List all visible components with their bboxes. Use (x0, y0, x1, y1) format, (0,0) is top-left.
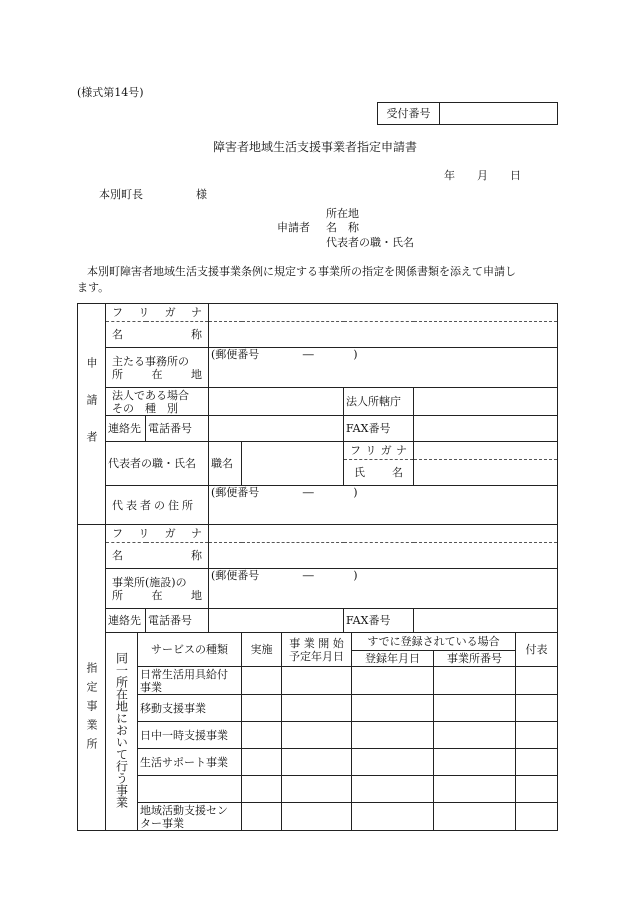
name-field[interactable] (209, 322, 558, 348)
rep-postal-label: (郵便番号 (211, 486, 260, 499)
office-number-cell[interactable] (434, 803, 516, 831)
registration-date-cell[interactable] (352, 667, 434, 695)
rep-label: 代表者の職・氏名 (106, 442, 209, 486)
furigana-label: フ リ ガ ナ (106, 304, 209, 322)
service-name: 日中一時支援事業 (138, 722, 242, 749)
applicant-rep-label: 代表者の職・氏名 (326, 236, 414, 249)
name-label: 名 称 (106, 322, 209, 348)
attachment-header: 付表 (516, 633, 558, 667)
designated-office-table (77, 524, 558, 633)
registration-date-cell[interactable] (352, 803, 434, 831)
intro-line-1: 本別町障害者地域生活支援事業条例に規定する事業所の指定を関係書類を添えて申請し (87, 265, 516, 278)
implementation-cell[interactable] (242, 803, 282, 831)
start-date-cell[interactable] (282, 803, 352, 831)
office-address-label: 主たる事務所の 所 在 地 (106, 348, 209, 388)
fax-label: FAX番号 (344, 416, 414, 442)
service-type-header: サービスの種類 (138, 633, 242, 667)
corp-authority-label: 法人所轄庁 (344, 388, 414, 416)
office-number-cell[interactable] (434, 749, 516, 776)
attachment-cell[interactable] (516, 749, 558, 776)
furigana-field[interactable] (209, 304, 558, 322)
form-number: (様式第14号) (77, 86, 144, 99)
office-fax-label: FAX番号 (344, 609, 414, 633)
service-row (78, 803, 558, 831)
implementation-cell[interactable] (242, 776, 282, 803)
service-name: 地域活動支援セン ター事業 (138, 803, 242, 831)
fax-field[interactable] (414, 416, 558, 442)
service-name: 移動支援事業 (138, 695, 242, 722)
receipt-number-field[interactable] (440, 103, 558, 125)
implementation-cell[interactable] (242, 667, 282, 695)
office-name-field[interactable] (209, 543, 558, 569)
rep-title-field[interactable] (242, 442, 344, 486)
service-name: 日常生活用具給付 事業 (138, 667, 242, 695)
rep-furigana-field[interactable] (414, 442, 558, 460)
registered-header: すでに登録されている場合 (352, 633, 516, 651)
phone-label: 電話番号 (146, 416, 209, 442)
office-number-cell[interactable] (434, 695, 516, 722)
corp-type-field[interactable] (209, 388, 344, 416)
implementation-header: 実施 (242, 633, 282, 667)
addressee: 本別町長 (99, 188, 143, 201)
addressee-suffix: 様 (196, 188, 207, 201)
section-office-vertical-label: 指定事業所 (78, 633, 106, 831)
receipt-label: 受付番号 (378, 103, 440, 125)
service-row (78, 776, 558, 803)
office-postal-label: (郵便番号 (211, 569, 260, 582)
receipt-box (377, 102, 558, 125)
section-applicant-label: 申請者 (78, 304, 106, 525)
start-date-cell[interactable] (282, 722, 352, 749)
office-location-label: 事業所(施設)の 所 在 地 (106, 569, 209, 609)
office-address-field[interactable]: (郵便番号 ― ) (209, 348, 558, 388)
rep-furigana-label: フ リ ガ ナ (344, 442, 414, 460)
start-date-cell[interactable] (282, 695, 352, 722)
attachment-cell[interactable] (516, 776, 558, 803)
office-furigana-field[interactable] (209, 525, 558, 543)
office-location-field[interactable]: (郵便番号 ― ) (209, 569, 558, 609)
implementation-cell[interactable] (242, 749, 282, 776)
office-phone-field[interactable] (209, 609, 344, 633)
date-line: 年 月 日 (444, 169, 521, 182)
service-row (78, 667, 558, 695)
office-number-cell[interactable] (434, 776, 516, 803)
registration-date-cell[interactable] (352, 722, 434, 749)
services-table (77, 632, 558, 831)
same-location-label: 同一所在地において行う事業 (106, 633, 138, 831)
office-number-cell[interactable] (434, 667, 516, 695)
start-date-cell[interactable] (282, 749, 352, 776)
service-row (78, 695, 558, 722)
rep-address-field[interactable]: (郵便番号 ― ) (209, 486, 558, 525)
office-number-header: 事業所番号 (434, 651, 516, 667)
attachment-cell[interactable] (516, 667, 558, 695)
registration-date-cell[interactable] (352, 776, 434, 803)
start-date-cell[interactable] (282, 776, 352, 803)
office-phone-label: 電話番号 (146, 609, 209, 633)
rep-address-label: 代表者の住所 (106, 486, 209, 525)
document-title: 障害者地域生活支援事業者指定申請書 (213, 140, 418, 154)
corp-authority-field[interactable] (414, 388, 558, 416)
applicant-label: 申請者 (277, 221, 310, 234)
registration-date-cell[interactable] (352, 749, 434, 776)
service-row (78, 722, 558, 749)
office-name-label: 名 称 (106, 543, 209, 569)
rep-title-label: 職名 (209, 442, 242, 486)
rep-name-label: 氏 名 (344, 460, 414, 486)
applicant-name-label: 名 称 (326, 221, 359, 234)
section-office-label (78, 525, 106, 633)
attachment-cell[interactable] (516, 803, 558, 831)
service-row (78, 749, 558, 776)
start-date-cell[interactable] (282, 667, 352, 695)
contact-label: 連絡先 (106, 416, 146, 442)
service-name[interactable] (138, 776, 242, 803)
office-number-cell[interactable] (434, 722, 516, 749)
office-fax-field[interactable] (414, 609, 558, 633)
applicant-address-label: 所在地 (326, 207, 359, 220)
office-contact-label: 連絡先 (106, 609, 146, 633)
attachment-cell[interactable] (516, 722, 558, 749)
service-name: 生活サポート事業 (138, 749, 242, 776)
intro-line-2: ます。 (77, 281, 110, 294)
registration-date-cell[interactable] (352, 695, 434, 722)
attachment-cell[interactable] (516, 695, 558, 722)
start-date-header: 事 業 開 始 予定年月日 (282, 633, 352, 667)
postal-label: (郵便番号 (211, 348, 260, 361)
applicant-table (77, 303, 558, 525)
implementation-cell[interactable] (242, 695, 282, 722)
implementation-cell[interactable] (242, 722, 282, 749)
registration-date-header: 登録年月日 (352, 651, 434, 667)
office-furigana-label: フ リ ガ ナ (106, 525, 209, 543)
corp-type-label: 法人である場合 その 種 別 (106, 388, 209, 416)
rep-name-field[interactable] (414, 460, 558, 486)
phone-field[interactable] (209, 416, 344, 442)
